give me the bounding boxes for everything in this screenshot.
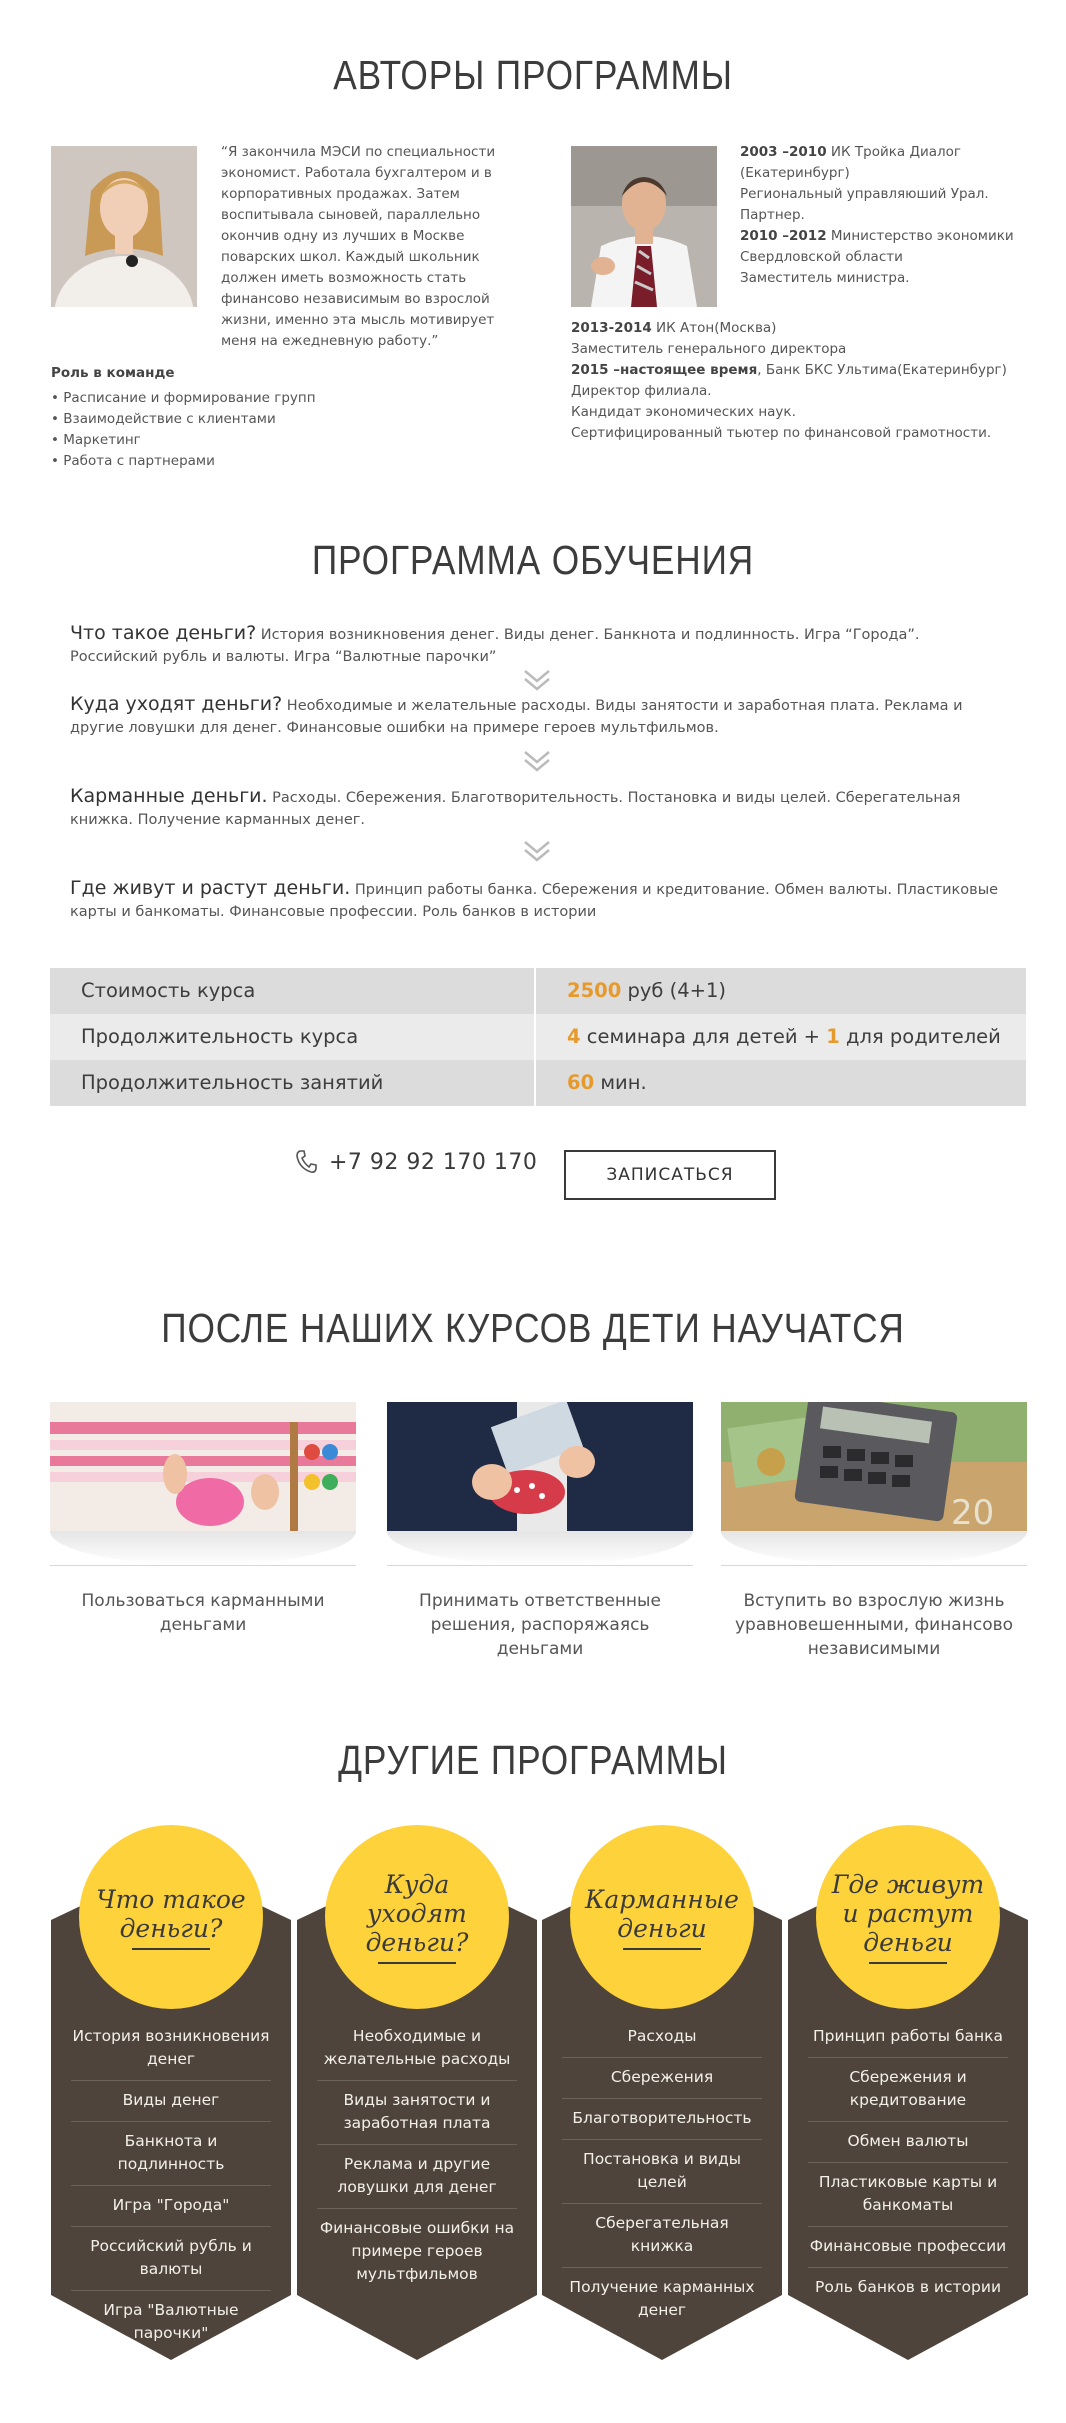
authors-title: АВТОРЫ ПРОГРАММЫ: [333, 52, 733, 98]
card-list-item: Игра "Валютные парочки": [103, 2301, 239, 2342]
cost-value: 2500 руб (4+1): [567, 979, 726, 1002]
card-list-item: Реклама и другие ловушки для денег: [317, 2145, 517, 2209]
skill-text: Пользоваться карманными деньгами: [81, 1591, 325, 1635]
author1-role-label: Роль в команде: [51, 365, 175, 381]
role-item: • Взаимодействие с клиентами: [51, 409, 316, 430]
card-list: [317, 2017, 517, 2295]
card-list-item: Пластиковые карты и банкоматы: [808, 2163, 1008, 2227]
author1-quote: “Я закончила МЭСИ по специальности экономист. Работала бухгалтером и в корпоративных продажах. Затем воспитывала сыновей, параллельно окончив одну из лучших в Москве поварских школ. Каждый школьник должен иметь возможность стать финансово независимым во взрослой жизни, именно эта мысль мотивирует меня на ежедневную работу.”: [221, 144, 496, 349]
card-title-circle: [79, 1825, 263, 2009]
phone-row: [293, 1148, 537, 1176]
role-item: • Работа с партнерами: [51, 451, 316, 472]
program-item: Где живут и растут деньги. Принцип работы банка. Сбережения и кредитование. Обмен валюты. Пластиковые карты и банкоматы. Финансовые профессии. Роль банков в истории: [70, 877, 999, 920]
program-card[interactable]: [51, 1825, 291, 2370]
program-card[interactable]: [542, 1825, 782, 2370]
card-list-item: Роль банков в истории: [814, 2278, 1002, 2296]
role-item: • Расписание и формирование групп: [51, 388, 316, 409]
author2-exp2: 2013-2014 ИК Атон(Москва) Заместитель генерального директора 2015 –настоящее время, Банк БКС Ультима(Екатеринбург) Директор филиала. Кандидат экономических наук. Сертифицированный тьютер по финансовой грамотности.: [571, 320, 1007, 441]
program-title: ПРОГРАММА ОБУЧЕНИЯ: [311, 537, 755, 583]
card-list-item: Принцип работы банка: [808, 2017, 1008, 2058]
divider: [721, 1565, 1027, 1566]
card-list-item: Обмен валюты: [808, 2122, 1008, 2163]
other-programs-title: ДРУГИЕ ПРОГРАММЫ: [338, 1737, 728, 1783]
card-list-item: Игра "Города": [71, 2186, 271, 2227]
card-list-item: Постановка и виды целей: [562, 2140, 762, 2204]
card-list-item: Расходы: [562, 2017, 762, 2058]
skill-text: Принимать ответственные решения, распоряжаясь деньгами: [419, 1591, 661, 1659]
card-list-item: Финансовые профессии: [808, 2227, 1008, 2268]
card-list-item: Виды денег: [71, 2081, 271, 2122]
lesson-row: [50, 1060, 1026, 1106]
skill-text: Вступить во взрослую жизнь уравновешенными, финансово независимыми: [734, 1591, 1014, 1659]
card-list: [562, 2017, 762, 2331]
card-list-item: Банкнота и подлинность: [71, 2122, 271, 2186]
card-list-item: Виды занятости и заработная плата: [317, 2081, 517, 2145]
program-item: Что такое деньги? История возникновения денег. Виды денег. Банкнота и подлинность. Игра “Города”. Российский рубль и валюты. Игра “Валютные парочки”: [70, 622, 920, 665]
skills-title: ПОСЛЕ НАШИХ КУРСОВ ДЕТИ НАУЧАТСЯ: [161, 1305, 905, 1351]
card-title: Карманные деньги: [585, 1884, 739, 1943]
author2-exp1: 2003 –2010 ИК Тройка Диалог (Екатеринбург) Региональный управляюший Урал. Партнер. 2010 –2012 Министерство экономики Свердловской области Заместитель министра.: [740, 144, 1014, 286]
cost-label: Стоимость курса: [50, 968, 536, 1014]
divider: [387, 1565, 693, 1566]
card-list: [71, 2017, 271, 2354]
program-item: Карманные деньги. Расходы. Сбережения. Благотворительность. Постановка и виды целей. Сберегательная книжка. Получение карманных денег.: [70, 785, 961, 828]
phone-number[interactable]: +7 92 92 170 170: [329, 1149, 538, 1175]
card-title: Что такое деньги?: [96, 1884, 246, 1943]
cost-row: [50, 968, 1026, 1014]
card-title: Где живут и растут деньги: [831, 1870, 985, 1957]
card-list-item: Сбережения: [562, 2058, 762, 2099]
chevron-down-icon: [522, 748, 552, 778]
card-list-item: Сберегательная книжка: [562, 2204, 762, 2268]
svg-text:20: 20: [951, 1493, 995, 1531]
card-list-item: Финансовые ошибки на примере героев мультфильмов: [319, 2219, 515, 2283]
card-list: [808, 2017, 1008, 2308]
lesson-label: Продолжительность занятий: [50, 1060, 536, 1106]
image-shadow: [721, 1531, 1027, 1565]
role-item: • Маркетинг: [51, 430, 316, 451]
author2-photo: [571, 146, 717, 307]
skill-image-wallet: [387, 1402, 693, 1531]
skill-image-calculator: [721, 1402, 1027, 1531]
price-table: [50, 968, 1026, 1106]
program-item: Куда уходят деньги? Необходимые и желательные расходы. Виды занятости и заработная плата. Реклама и другие ловушки для денег. Финансовые ошибки на примере героев мультфильмов.: [70, 693, 963, 736]
image-shadow: [387, 1531, 693, 1565]
card-list-item: Получение карманных денег: [569, 2278, 755, 2319]
duration-label: Продолжительность курса: [50, 1014, 536, 1060]
card-list-item: Российский рубль и валюты: [71, 2227, 271, 2291]
card-list-item: Необходимые и желательные расходы: [317, 2017, 517, 2081]
phone-icon: [293, 1148, 321, 1176]
card-list-item: Благотворительность: [562, 2099, 762, 2140]
card-title: Куда уходят деньги?: [365, 1870, 469, 1957]
divider: [50, 1565, 356, 1566]
duration-row: [50, 1014, 1026, 1060]
program-card[interactable]: [297, 1825, 537, 2370]
card-title-circle: [570, 1825, 754, 2009]
card-list-item: Сбережения и кредитование: [808, 2058, 1008, 2122]
lesson-value: 60 мин.: [567, 1071, 647, 1094]
skill-image-piggybank: [50, 1402, 356, 1531]
duration-value: 4 семинара для детей + 1 для родителей: [567, 1025, 1001, 1048]
signup-button[interactable]: ЗАПИСАТЬСЯ: [564, 1150, 776, 1200]
image-shadow: [50, 1531, 356, 1565]
card-title-circle: [325, 1825, 509, 2009]
chevron-down-icon: [522, 838, 552, 868]
author1-roles: [51, 388, 316, 472]
card-title-circle: [816, 1825, 1000, 2009]
card-list-item: История возникновения денег: [71, 2017, 271, 2081]
program-card[interactable]: [788, 1825, 1028, 2370]
